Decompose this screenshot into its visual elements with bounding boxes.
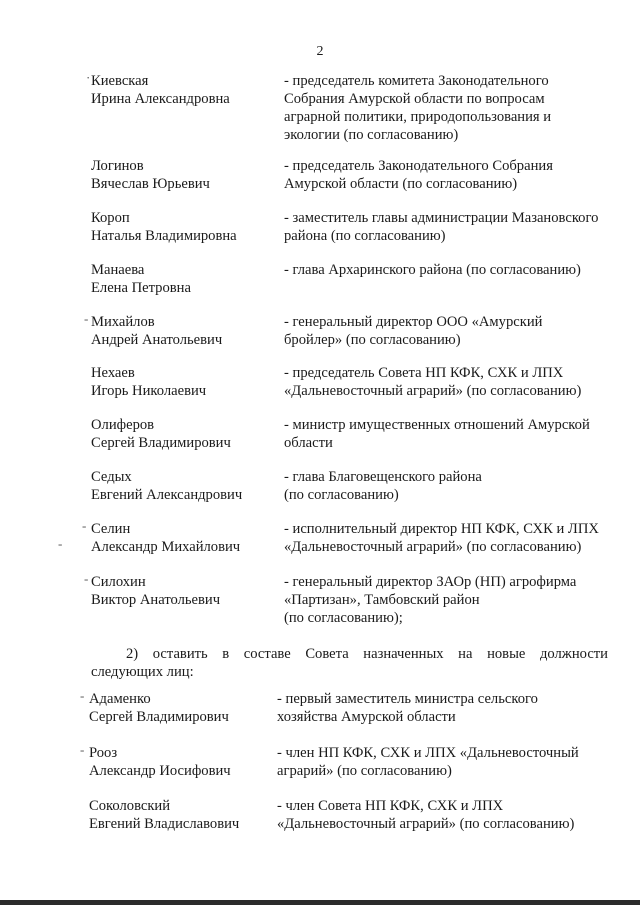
member-name	[91, 520, 276, 556]
member-given-names: Александр Иосифович	[89, 763, 231, 779]
scan-bottom-edge	[0, 900, 640, 905]
resolution-paragraph	[91, 645, 608, 681]
member-role: - председатель Совета НП КФК, СХК и ЛПХ «Дальневосточный аграрий» (по согласованию)	[284, 365, 582, 399]
member-name	[91, 157, 276, 193]
member-surname: Седых	[91, 469, 132, 485]
member-role: - исполнительный директор НП КФК, СХК и ЛПХ «Дальневосточный аграрий» (по согласованию)	[284, 521, 599, 555]
member-given-names: Сергей Владимирович	[91, 435, 231, 451]
member-role: - председатель комитета Законодательного Собрания Амурской области по вопросам аграрной политики, природопользования и экологии (по согласованию)	[284, 73, 552, 143]
member-role: - генеральный директор ООО «Амурский бройлер» (по согласованию)	[284, 314, 543, 348]
paragraph-line-1: 2) оставить в составе Совета назначенных на новые должности	[126, 646, 608, 662]
member-role: - заместитель главы администрации Мазановского района (по согласованию)	[284, 210, 599, 244]
member-given-names: Евгений Владиславович	[89, 816, 240, 832]
scan-tick-mark: ·	[86, 70, 91, 85]
member-role: - глава Архаринского района (по согласованию)	[284, 262, 581, 278]
scan-tick-mark: -	[84, 571, 89, 586]
member-role: - член НП КФК, СХК и ЛПХ «Дальневосточный аграрий» (по согласованию)	[277, 745, 579, 779]
member-name	[91, 72, 276, 108]
member-surname: Манаева	[91, 262, 145, 278]
scan-tick-mark: -	[80, 742, 85, 757]
member-surname: Рооз	[89, 745, 118, 761]
member-surname: Селин	[91, 521, 131, 537]
page-number: 2	[316, 44, 324, 59]
member-given-names: Елена Петровна	[91, 280, 191, 296]
member-given-names: Александр Михайлович	[91, 539, 241, 555]
member-name	[89, 744, 274, 780]
member-surname: Силохин	[91, 574, 146, 590]
member-name	[91, 416, 276, 452]
member-given-names: Сергей Владимирович	[89, 709, 229, 725]
scan-tick-mark: -	[58, 536, 63, 551]
scan-tick-mark: -	[84, 311, 89, 326]
member-role: - первый заместитель министра сельского хозяйства Амурской области	[277, 691, 538, 725]
member-role: - член Совета НП КФК, СХК и ЛПХ «Дальневосточный аграрий» (по согласованию)	[277, 798, 575, 832]
member-surname: Короп	[91, 210, 130, 226]
member-given-names: Игорь Николаевич	[91, 383, 207, 399]
scan-tick-mark: -	[82, 518, 87, 533]
member-name	[91, 573, 276, 609]
member-name	[91, 364, 276, 400]
member-role: - генеральный директор ЗАОр (НП) агрофирма «Партизан», Тамбовский район (по согласованию);	[284, 574, 577, 626]
member-given-names: Ирина Александровна	[91, 91, 230, 107]
member-name	[89, 797, 274, 833]
scan-tick-mark: -	[80, 688, 85, 703]
member-surname: Логинов	[91, 158, 144, 174]
member-name	[89, 690, 274, 726]
member-given-names: Виктор Анатольевич	[91, 592, 221, 608]
member-name	[91, 313, 276, 349]
member-given-names: Вячеслав Юрьевич	[91, 176, 210, 192]
member-name	[91, 261, 276, 297]
member-surname: Нехаев	[91, 365, 135, 381]
member-given-names: Андрей Анатольевич	[91, 332, 223, 348]
member-surname: Киевская	[91, 73, 149, 89]
member-surname: Олиферов	[91, 417, 155, 433]
paragraph-line-2: следующих лиц:	[91, 664, 194, 680]
member-given-names: Евгений Александрович	[91, 487, 243, 503]
member-role: - глава Благовещенского района (по согласованию)	[284, 469, 482, 503]
member-name	[91, 468, 276, 504]
member-surname: Михайлов	[91, 314, 155, 330]
member-surname: Адаменко	[89, 691, 151, 707]
member-given-names: Наталья Владимировна	[91, 228, 237, 244]
member-surname: Соколовский	[89, 798, 171, 814]
member-role: - председатель Законодательного Собрания Амурской области (по согласованию)	[284, 158, 553, 192]
member-role: - министр имущественных отношений Амурской области	[284, 417, 590, 451]
member-name	[91, 209, 276, 245]
